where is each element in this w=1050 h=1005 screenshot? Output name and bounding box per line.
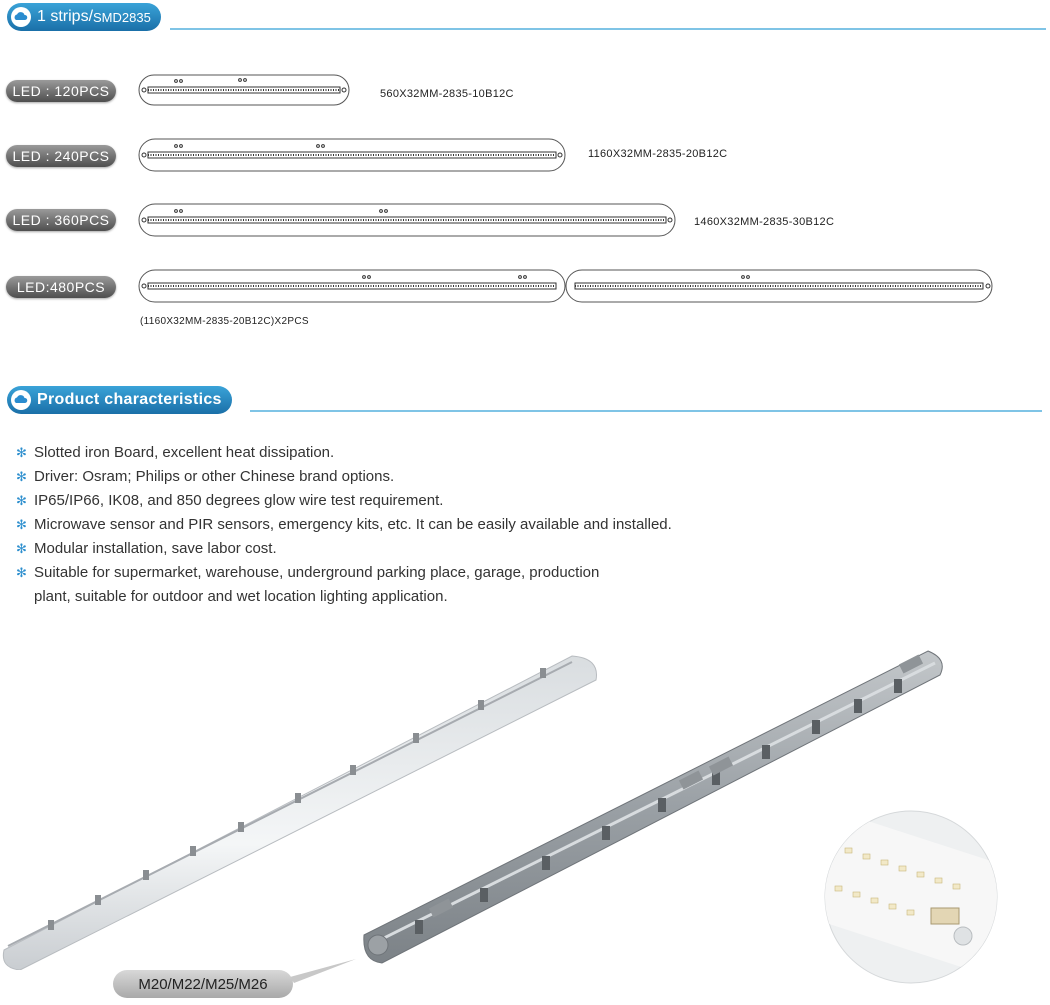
cloud-icon xyxy=(11,7,31,27)
snowflake-bullet-icon: ✻ xyxy=(16,517,27,532)
cable-gland-size-label: M20/M22/M25/M26 xyxy=(113,970,293,998)
feature-text: Driver: Osram; Philips or other Chinese brand options. xyxy=(34,468,395,485)
strip-model: 560X32MM-2835-10B12C xyxy=(380,88,514,100)
feature-item xyxy=(16,492,443,509)
feature-item xyxy=(16,468,394,485)
feature-text: plant, suitable for outdoor and wet location lighting application. xyxy=(34,588,448,605)
snowflake-bullet-icon: ✻ xyxy=(16,445,27,460)
snowflake-bullet-icon: ✻ xyxy=(16,469,27,484)
led-count-badge: LED : 240PCS xyxy=(6,145,116,167)
feature-text: IP65/IP66, IK08, and 850 degrees glow wire test requirement. xyxy=(34,492,444,509)
feature-item xyxy=(16,444,334,461)
feature-text: Microwave sensor and PIR sensors, emergency kits, etc. It can be easily available and installed. xyxy=(34,516,672,533)
section-rule xyxy=(250,410,1042,412)
led-count-badge: LED : 120PCS xyxy=(6,80,116,102)
led-closeup-magnifier xyxy=(823,808,999,986)
feature-item xyxy=(16,564,599,581)
feature-item xyxy=(16,516,672,533)
section-title: Product characteristics xyxy=(37,391,222,408)
section-header-characteristics xyxy=(7,386,232,414)
feature-item xyxy=(16,540,277,557)
snowflake-bullet-icon: ✻ xyxy=(16,541,27,556)
snowflake-bullet-icon: ✻ xyxy=(16,493,27,508)
led-strip-diagram xyxy=(138,202,676,240)
feature-text: Modular installation, save labor cost. xyxy=(34,540,277,557)
strip-model: 1160X32MM-2835-20B12C xyxy=(588,148,728,160)
led-count-badge: LED : 360PCS xyxy=(6,209,116,231)
section-title: 1 strips/ xyxy=(37,8,94,25)
led-strip-diagram xyxy=(138,268,994,306)
section-rule xyxy=(170,28,1046,30)
strip-model: 1460X32MM-2835-30B12C xyxy=(694,216,835,228)
snowflake-bullet-icon: ✻ xyxy=(16,565,27,580)
strip-model: (1160X32MM-2835-20B12C)X2PCS xyxy=(140,316,309,327)
feature-text: Suitable for supermarket, warehouse, underground parking place, garage, production xyxy=(34,564,600,581)
cloud-icon xyxy=(11,390,31,410)
callout-pointer xyxy=(286,955,360,985)
section-subtitle: SMD2835 xyxy=(93,9,151,25)
led-strip-diagram xyxy=(138,73,350,109)
section-header-strips xyxy=(7,3,161,31)
feature-continuation xyxy=(16,588,448,605)
feature-text: Slotted iron Board, excellent heat dissipation. xyxy=(34,444,335,461)
led-strip-diagram xyxy=(138,137,566,175)
led-count-badge: LED:480PCS xyxy=(6,276,116,298)
